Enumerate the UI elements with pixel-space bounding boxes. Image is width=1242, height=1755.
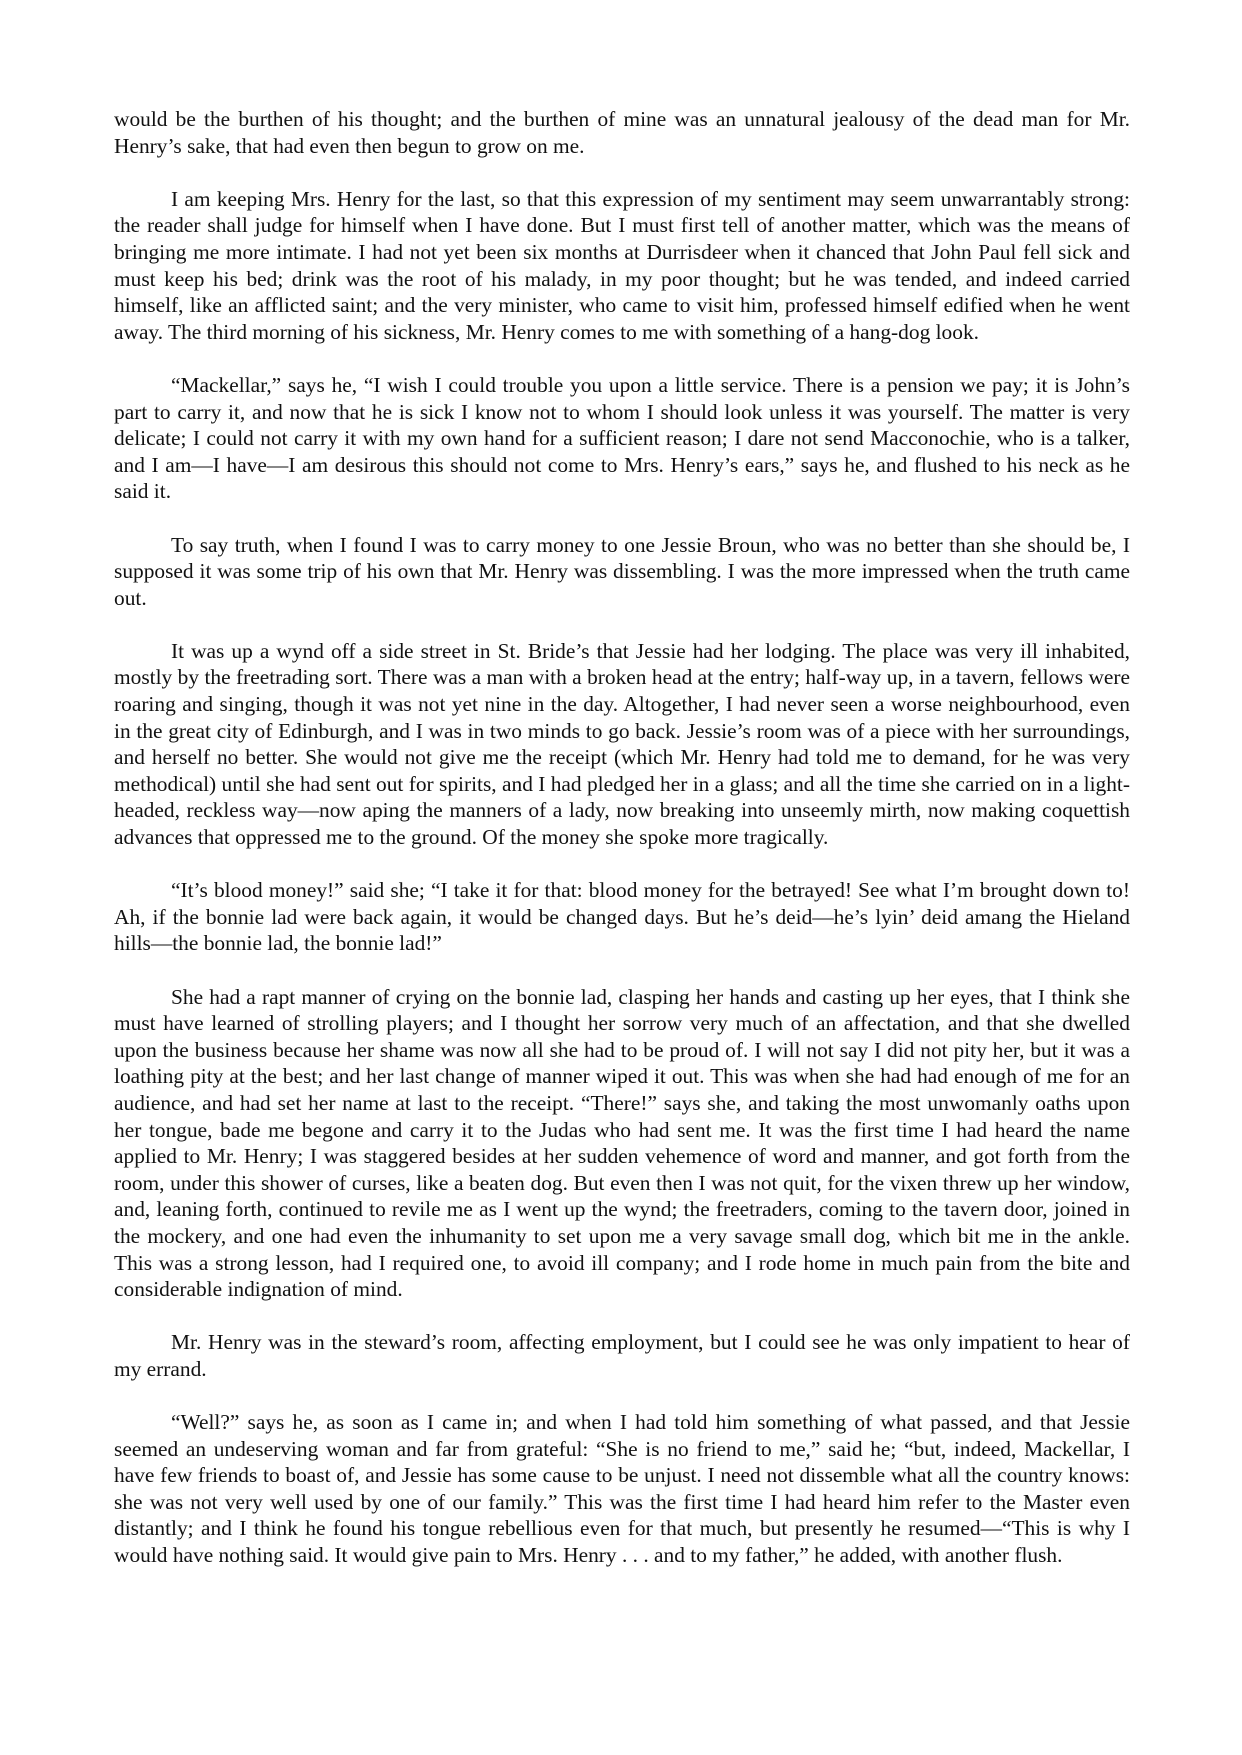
paragraph-well-says-he: “Well?” says he, as soon as I came in; and when I had told him something of what passed, and that Jessie seemed an undeserving woman and far from grateful: “She is no friend to me,” said he; “but, indeed, Mackellar, I have few friends to boast of, and Jessie has some cause to be unjust. I need not dissemble what all the country knows: she was not very well used by one of our family.” This was the first time I had heard him refer to the Master even distantly; and I think he found his tongue rebellious even for that much, but presently he resumed—“This is why I would have nothing said. It would give pain to Mrs. Henry . . . and to my father,” he added, with another flush.: [114, 1410, 1130, 1568]
paragraph-jessie-broun: To say truth, when I found I was to carry money to one Jessie Broun, who was no better than she should be, I supposed it was some trip of his own that Mr. Henry was dissembling. I was the more impressed when the truth came out.: [114, 532, 1130, 610]
paragraph-mackellar-request: “Mackellar,” says he, “I wish I could trouble you upon a little service. There is a pension we pay; it is John’s part to carry it, and now that he is sick I know not to whom I should look unless it was yourself. The matter is very delicate; I could not carry it with my own hand for a sufficient reason; I dare not send Macconochie, who is a talker, and I am—I have—I am desirous this should not come to Mrs. Henry’s ears,” says he, and flushed to his neck as he said it.: [114, 372, 1130, 504]
paragraph-wynd-lodging: It was up a wynd off a side street in St. Bride’s that Jessie had her lodging. The place was very ill inhabited, mostly by the freetrading sort. There was a man with a broken head at the entry; half-way up, in a tavern, fellows were roaring and singing, though it was not yet nine in the day. Altogether, I had never seen a worse neighbourhood, even in the great city of Edinburgh, and I was in two minds to go back. Jessie’s room was of a piece with her surroundings, and herself no better. She would not give me the receipt (which Mr. Henry had told me to demand, for he was very methodical) until she had sent out for spirits, and I had pledged her in a glass; and all the time she carried on in a light-headed, reckless way—now aping the manners of a lady, now breaking into unseemly mirth, now making coquettish advances that oppressed me to the ground. Of the money she spoke more tragically.: [114, 638, 1130, 850]
body-text: [114, 106, 1130, 1595]
paragraph-stewards-room: Mr. Henry was in the steward’s room, affecting employment, but I could see he was only impatient to hear of my errand.: [114, 1330, 1130, 1381]
paragraph-bonnie-lad: She had a rapt manner of crying on the bonnie lad, clasping her hands and casting up her eyes, that I think she must have learned of strolling players; and I thought her sorrow very much of an affectation, and that she dwelled upon the business because her shame was now all she had to be proud of. I will not say I did not pity her, but it was a loathing pity at the best; and her last change of manner wiped it out. This was when she had had enough of me for an audience, and had set her name at last to the receipt. “There!” says she, and taking the most unwomanly oaths upon her tongue, bade me begone and carry it to the Judas who had sent me. It was the first time I had heard the name applied to Mr. Henry; I was staggered besides at her sudden vehemence of word and manner, and got forth from the room, under this shower of curses, like a beaten dog. But even then I was not quit, for the vixen threw up her window, and, leaning forth, continued to revile me as I went up the wynd; the freetraders, coming to the tavern door, joined in the mockery, and one had even the inhumanity to set upon me a very savage small dog, which bit me in the ankle. This was a strong lesson, had I required one, to avoid ill company; and I rode home in much pain from the bite and considerable indignation of mind.: [114, 984, 1130, 1302]
paragraph-continuation: would be the burthen of his thought; and the burthen of mine was an unnatural jealousy of the dead man for Mr. Henry’s sake, that had even then begun to grow on me.: [114, 107, 1130, 158]
paragraph-blood-money: “It’s blood money!” said she; “I take it for that: blood money for the betrayed! See what I’m brought down to! Ah, if the bonnie lad were back again, it would be changed days. But he’s deid—he’s lyin’ deid amang the Hieland hills—the bonnie lad, the bonnie lad!”: [114, 878, 1130, 956]
paragraph-mrs-henry-intro: I am keeping Mrs. Henry for the last, so that this expression of my sentiment may seem unwarrantably strong: the reader shall judge for himself when I have done. But I must first tell of another matter, which was the means of bringing me more intimate. I had not yet been six months at Durrisdeer when it chanced that John Paul fell sick and must keep his bed; drink was the root of his malady, in my poor thought; but he was tended, and indeed carried himself, like an afflicted saint; and the very minister, who came to visit him, professed himself edified when he went away. The third morning of his sickness, Mr. Henry comes to me with something of a hang-dog look.: [114, 186, 1130, 344]
